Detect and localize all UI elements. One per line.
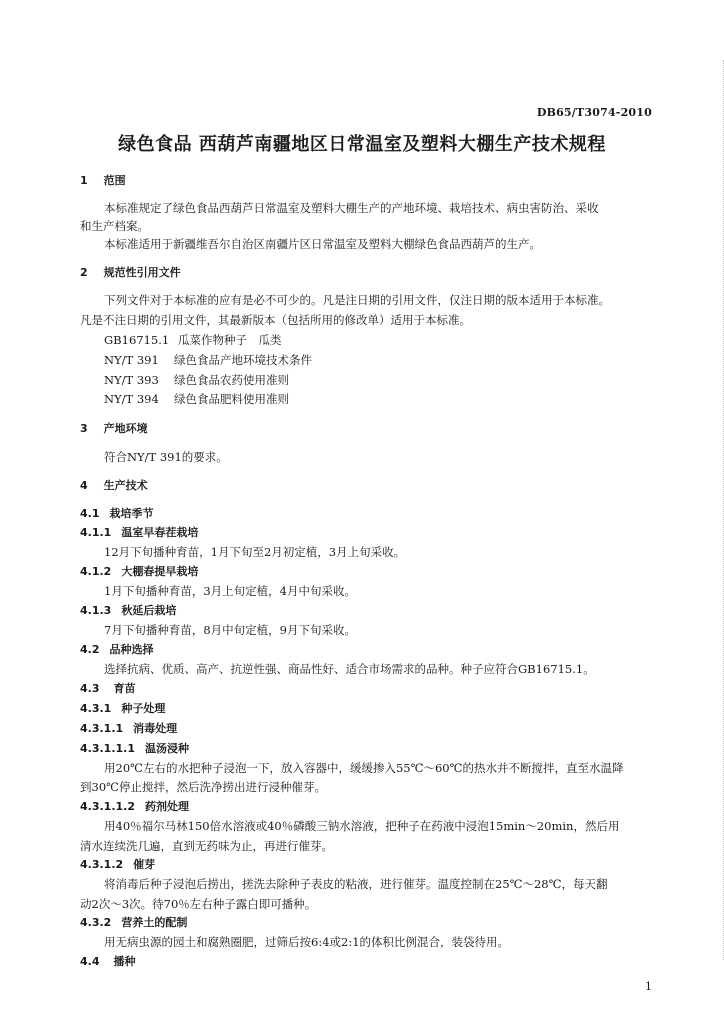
subsection-heading-4-3-1-1-1: 4.3.1.1.1 温汤浸种	[80, 742, 189, 755]
paragraph-line: 和生产档案。	[80, 219, 149, 233]
paragraph-line: 12月下旬播种育苗，1月下旬至2月初定植，3月上旬采收。	[104, 545, 406, 559]
subsection-heading-4-3-1-1: 4.3.1.1 消毒处理	[80, 722, 178, 735]
standard-code: DB65/T3074-2010	[536, 106, 652, 119]
section-heading-2: 2 规范性引用文件	[80, 266, 181, 279]
paragraph-line: 1月下旬播种育苗，3月上旬定植，4月中旬采收。	[104, 584, 356, 598]
document-title: 绿色食品 西葫芦南疆地区日常温室及塑料大棚生产技术规程	[118, 134, 606, 155]
paragraph-line: 凡是不注日期的引用文件，其最新版本（包括所用的修改单）适用于本标准。	[80, 313, 471, 327]
paragraph-line: 选择抗病、优质、高产、抗逆性强、商品性好、适合市场需求的品种。种子应符合GB16715.1。	[104, 662, 595, 676]
page-number: 1	[645, 980, 652, 993]
subsection-heading-4-4: 4.4 播种	[80, 955, 136, 968]
subsection-heading-4-3-2: 4.3.2 营养土的配制	[80, 916, 188, 929]
subsection-heading-4-1: 4.1 栽培季节	[80, 507, 154, 520]
section-heading-4: 4 生产技术	[80, 479, 148, 492]
paragraph-line: 用无病虫源的园土和腐熟圈肥，过筛后按6:4或2:1的体积比例混合，装袋待用。	[104, 935, 510, 949]
subsection-heading-4-3-1: 4.3.1 种子处理	[80, 702, 166, 715]
paragraph-line: 本标准适用于新疆维吾尔自治区南疆片区日常温室及塑料大棚绿色食品西葫芦的生产。	[104, 237, 541, 251]
paragraph-line: 用20℃左右的水把种子浸泡一下，放入容器中，缓缓掺入55℃～60℃的热水并不断搅拌，直至水温降	[104, 761, 624, 775]
paragraph-line: 将消毒后种子浸泡后捞出，搓洗去除种子表皮的粘液，进行催芽。温度控制在25℃～28℃，每天翻	[104, 877, 608, 891]
paragraph-line: 用40％福尔马林150倍水溶液或40％磷酸三钠水溶液，把种子在药液中浸泡15min～20min，然后用	[104, 819, 620, 833]
paragraph-line: 7月下旬播种育苗，8月中旬定植，9月下旬采收。	[104, 623, 356, 637]
paragraph-line: 下列文件对于本标准的应有是必不可少的。凡是注日期的引用文件，仅注日期的版本适用于本标准。	[104, 293, 610, 307]
section-heading-3: 3 产地环境	[80, 422, 148, 435]
subsection-heading-4-3-1-1-2: 4.3.1.1.2 药剂处理	[80, 800, 189, 813]
paragraph-line: 动2次～3次。待70％左右种子露白即可播种。	[80, 897, 317, 911]
scan-edge-artifact	[720, 60, 724, 960]
subsection-heading-4-2: 4.2 品种选择	[80, 643, 154, 656]
paragraph-line: 到30℃停止搅拌，然后洗净捞出进行浸种催芽。	[80, 780, 326, 794]
subsection-heading-4-1-3: 4.1.3 秋延后栽培	[80, 604, 177, 617]
reference-item: NY/T 394 绿色食品肥料使用准则	[104, 392, 289, 406]
subsection-heading-4-3-1-2: 4.3.1.2 催芽	[80, 858, 156, 871]
subsection-heading-4-3: 4.3 育苗	[80, 682, 136, 695]
paragraph-line: 本标准规定了绿色食品西葫芦日常温室及塑料大棚生产的产地环境、栽培技术、病虫害防治、采收	[104, 201, 599, 215]
paragraph-line: 符合NY/T 391的要求。	[104, 450, 228, 464]
paragraph-line: 清水连续洗几遍，直到无药味为止，再进行催芽。	[80, 839, 333, 853]
subsection-heading-4-1-1: 4.1.1 温室早春茬栽培	[80, 526, 199, 539]
reference-item: NY/T 391 绿色食品产地环境技术条件	[104, 353, 312, 367]
reference-item: GB16715.1 瓜菜作物种子 瓜类	[104, 333, 282, 347]
subsection-heading-4-1-2: 4.1.2 大棚春提早栽培	[80, 565, 199, 578]
reference-item: NY/T 393 绿色食品农药使用准则	[104, 373, 289, 387]
section-heading-1: 1 范围	[80, 174, 126, 187]
